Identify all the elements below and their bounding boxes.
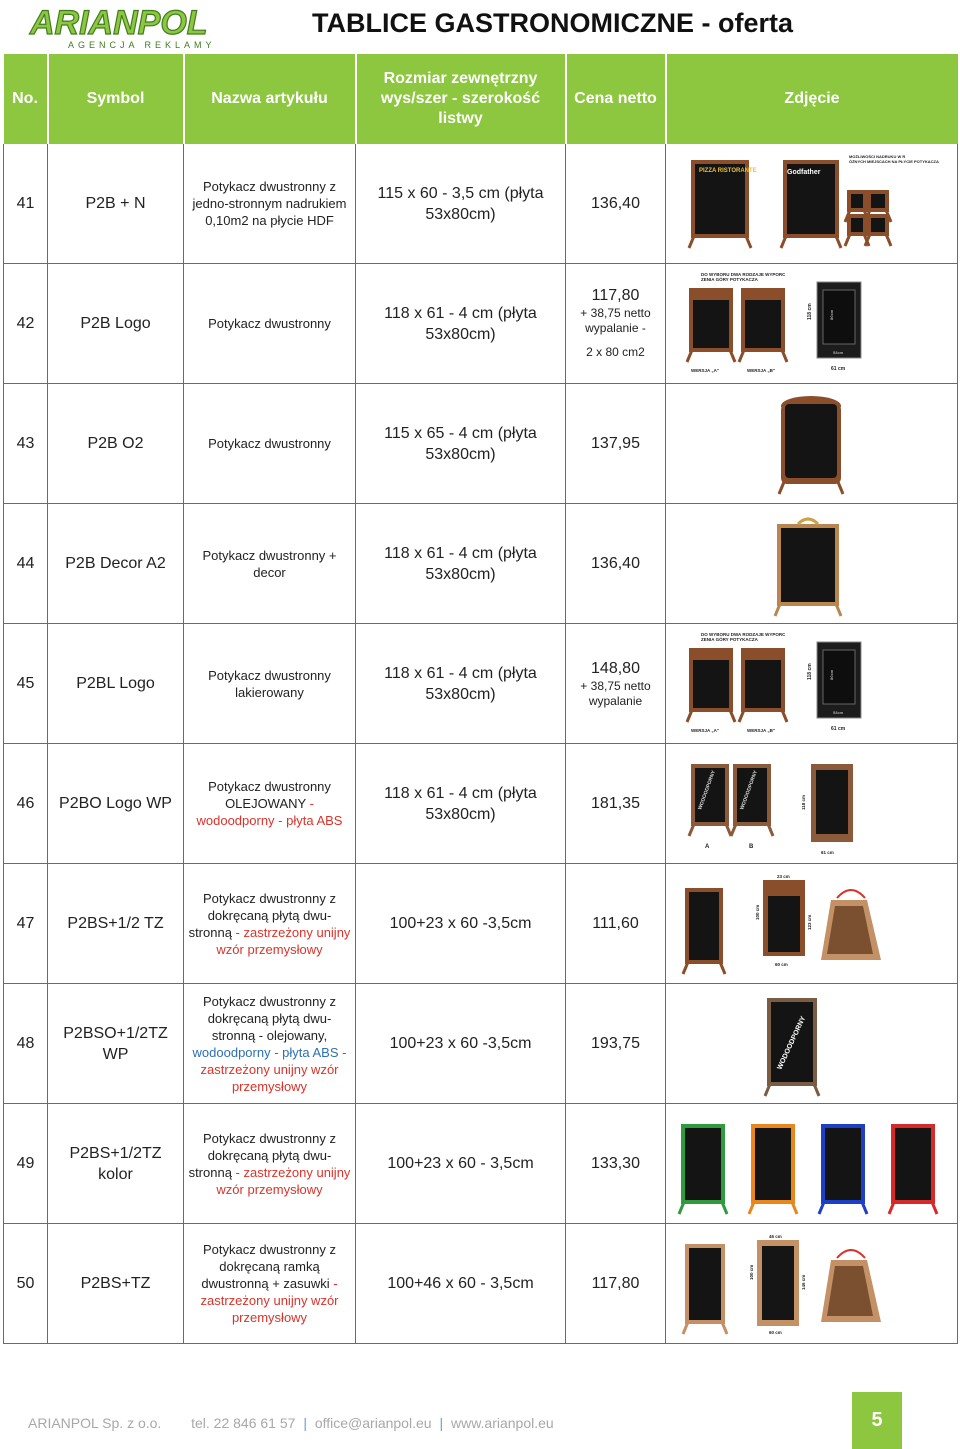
cell-no: 42	[4, 264, 48, 384]
cell-size: 100+46 x 60 - 3,5cm	[356, 1224, 566, 1344]
cell-no: 48	[4, 984, 48, 1104]
price-value: 117,80	[591, 286, 640, 304]
footer-phone: tel. 22 846 61 57	[191, 1415, 296, 1431]
a-board-sign	[739, 648, 787, 722]
product-photo	[671, 630, 953, 738]
footer-separator: |	[303, 1415, 307, 1431]
table-header-row	[4, 54, 958, 144]
name-text: Potykacz dwustronny z dokręcaną płytą dwu-stronną	[188, 1130, 336, 1180]
cell-name	[184, 864, 356, 984]
cell-symbol: P2BO Logo WP	[48, 744, 184, 864]
a-board-sign	[889, 1124, 937, 1214]
name-note-red: - zastrzeżony unijny wzór przemysłowy	[200, 1044, 347, 1094]
a-board-sign	[819, 1124, 867, 1214]
footer	[28, 1415, 554, 1431]
header-symbol: Symbol	[48, 54, 184, 144]
price-extra: + 38,75 netto wypalanie -	[580, 305, 651, 335]
cell-price	[566, 744, 666, 864]
product-photo	[671, 390, 953, 498]
page-number: 5	[852, 1392, 902, 1449]
product-photo	[671, 990, 953, 1098]
photo-caption: DO WYBORU DWA RODZAJE WYPORC	[700, 631, 785, 637]
document-title: TABLICE GASTRONOMICZNE - oferta	[312, 8, 793, 38]
cell-price	[566, 864, 666, 984]
cell-size: 118 x 61 - 4 cm (płyta 53x80cm)	[356, 504, 566, 624]
cell-symbol: P2BSO+1/2TZ WP	[48, 984, 184, 1104]
cell-price	[566, 984, 666, 1104]
cell-no: 41	[4, 144, 48, 264]
cell-photo	[666, 864, 958, 984]
price-value: 117,80	[591, 1275, 640, 1292]
cell-price	[566, 264, 666, 384]
cell-photo	[666, 744, 958, 864]
photo-caption: 100 cm	[754, 904, 760, 920]
price-value: 181,35	[591, 795, 640, 812]
name-note-red: - wodoodporny - płyta ABS	[196, 796, 343, 828]
cell-symbol: P2B O2	[48, 384, 184, 504]
footer-email[interactable]: office@arianpol.eu	[314, 1415, 432, 1431]
cell-name	[184, 744, 356, 864]
cell-size: 115 x 60 - 3,5 cm (płyta 53x80cm)	[356, 144, 566, 264]
header-size: Rozmiar zewnętrzny wys/szer - szerokość listwy	[356, 54, 566, 144]
photo-caption: WERSJA „B"	[746, 727, 775, 733]
table-row	[4, 864, 958, 984]
photo-caption: DO WYBORU DWA RODZAJE WYPORC	[700, 271, 785, 277]
a-board-sign	[865, 214, 891, 246]
cell-no: 46	[4, 744, 48, 864]
photo-caption: 146 cm	[800, 1274, 806, 1290]
a-board-sign	[779, 396, 843, 494]
product-photo	[671, 1230, 953, 1338]
photo-caption: 53cm	[832, 709, 843, 715]
photo-caption: MOŻLIWOŚCI NADRUKU W R	[848, 153, 905, 159]
name-text: Potykacz dwustronny OLEJOWANY	[208, 779, 331, 811]
header-price: Cena netto	[566, 54, 666, 144]
cell-photo	[666, 1104, 958, 1224]
cell-size: 100+23 x 60 -3,5cm	[356, 864, 566, 984]
cell-price	[566, 384, 666, 504]
price-value: 193,75	[591, 1035, 640, 1052]
footer-web[interactable]: www.arianpol.eu	[450, 1415, 554, 1431]
name-text: Potykacz dwustronny z dokręcaną ramką dwustronną + zasuwki	[201, 1242, 336, 1291]
cell-price	[566, 144, 666, 264]
photo-caption: WERSJA „A"	[690, 727, 719, 733]
photo-caption: 46 cm	[768, 1233, 782, 1239]
name-text: Potykacz dwustronny	[208, 316, 331, 331]
cell-symbol: P2B Logo	[48, 264, 184, 384]
price-value: 136,40	[591, 195, 640, 212]
cell-name	[184, 984, 356, 1104]
photo-caption: ZENIA GÓRY POTYKACZA	[700, 276, 758, 282]
cell-size: 118 x 61 - 4 cm (płyta 53x80cm)	[356, 624, 566, 744]
table-row	[4, 744, 958, 864]
cell-symbol: P2B + N	[48, 144, 184, 264]
arianpol-logo	[28, 4, 228, 50]
photo-caption: 80cm	[828, 309, 834, 320]
cell-no: 47	[4, 864, 48, 984]
name-text: Potykacz dwustronny + decor	[202, 547, 337, 580]
cell-no: 44	[4, 504, 48, 624]
cell-size: 100+23 x 60 - 3,5cm	[356, 1104, 566, 1224]
cell-photo	[666, 264, 958, 384]
cell-photo	[666, 984, 958, 1104]
cell-name	[184, 144, 356, 264]
photo-caption: Godfather	[786, 168, 820, 176]
price-value: 136,40	[591, 555, 640, 572]
header-no: No.	[4, 54, 48, 144]
price-extra: + 38,75 netto wypalanie	[580, 679, 651, 708]
a-board-sign	[749, 1124, 797, 1214]
cell-price	[566, 624, 666, 744]
name-text: Potykacz dwustronny z dokręcaną płytą dwu-stronną	[188, 890, 336, 940]
photo-caption: WERSJA „B"	[746, 367, 775, 373]
price-extra-area: 2 x 80 cm2	[586, 344, 645, 359]
table-row	[4, 504, 958, 624]
table-row	[4, 384, 958, 504]
a-board-sign	[683, 888, 725, 974]
cell-no: 50	[4, 1224, 48, 1344]
cell-photo	[666, 384, 958, 504]
photo-caption: WODOODPORNY	[696, 769, 717, 811]
name-text: Potykacz dwustronny z dokręcaną płytą dwu-stronną - olejowany,	[203, 993, 336, 1043]
cell-symbol: P2BS+1/2 TZ	[48, 864, 184, 984]
logo-wordmark: ARIANPOL	[30, 4, 208, 42]
cell-size: 115 x 65 - 4 cm (płyta 53x80cm)	[356, 384, 566, 504]
price-value: 137,95	[591, 435, 640, 452]
name-note-red: - zastrzeżony unijny wzór przemysłowy	[216, 1164, 351, 1197]
cell-symbol: P2BS+TZ	[48, 1224, 184, 1344]
cell-symbol: P2BL Logo	[48, 624, 184, 744]
cell-price	[566, 1224, 666, 1344]
cell-no: 49	[4, 1104, 48, 1224]
cell-size: 118 x 61 - 4 cm (płyta 53x80cm)	[356, 264, 566, 384]
cell-size: 100+23 x 60 -3,5cm	[356, 984, 566, 1104]
price-value: 111,60	[592, 915, 639, 932]
table-row	[4, 1224, 958, 1344]
a-board-sign	[687, 288, 735, 362]
cell-name	[184, 264, 356, 384]
cell-name	[184, 1104, 356, 1224]
price-value: 133,30	[591, 1155, 640, 1172]
footer-company: ARIANPOL Sp. z o.o.	[28, 1415, 162, 1431]
photo-caption: 80cm	[828, 669, 834, 680]
cell-photo	[666, 144, 958, 264]
photo-caption: 118 cm	[806, 662, 813, 680]
cell-symbol: P2BS+1/2TZ kolor	[48, 1104, 184, 1224]
product-photo	[671, 510, 953, 618]
cell-name	[184, 1224, 356, 1344]
table-row	[4, 144, 958, 264]
photo-caption: PIZZA RISTORANTE	[698, 167, 757, 174]
table-row	[4, 1104, 958, 1224]
logo-tagline: AGENCJA REKLAMY	[68, 40, 216, 50]
header-name: Nazwa artykułu	[184, 54, 356, 144]
photo-caption: 60 cm	[774, 961, 788, 967]
cell-photo	[666, 624, 958, 744]
cell-name	[184, 624, 356, 744]
product-photo	[671, 750, 953, 858]
table-row	[4, 264, 958, 384]
name-note-red: - zastrzeżony unijny wzór przemysłowy	[200, 1276, 339, 1325]
header-photo: Zdjęcie	[666, 54, 958, 144]
product-photo	[671, 870, 953, 978]
photo-caption: 61 cm	[830, 365, 845, 372]
photo-caption: WODOODPORNY	[775, 1014, 807, 1071]
a-board-sign	[679, 1124, 727, 1214]
photo-caption: 118 cm	[800, 794, 806, 810]
cell-photo	[666, 1224, 958, 1344]
price-value: 148,80	[591, 660, 640, 677]
photo-caption: WERSJA „A"	[690, 367, 719, 373]
a-board-sign	[687, 648, 735, 722]
footer-separator: |	[439, 1415, 444, 1431]
name-note-blue: wodoodporny - płyta ABS	[192, 1044, 343, 1060]
name-note-red: - zastrzeżony unijny wzór przemysłowy	[216, 924, 351, 957]
product-photo	[671, 270, 953, 378]
cell-no: 45	[4, 624, 48, 744]
cell-price	[566, 504, 666, 624]
photo-caption: B	[748, 843, 753, 850]
photo-caption: 23 cm	[776, 873, 790, 879]
photo-caption: 100 cm	[748, 1264, 754, 1280]
table-row	[4, 984, 958, 1104]
name-text: Potykacz dwustronny	[208, 436, 331, 451]
table-row	[4, 624, 958, 744]
photo-caption: ZENIA GÓRY POTYKACZA	[700, 636, 758, 642]
name-text: Potykacz dwustronny z jedno-stronnym nadrukiem 0,10m2 na płycie HDF	[192, 179, 347, 228]
product-photo	[671, 1110, 953, 1218]
photo-caption: A	[704, 843, 709, 850]
cell-name	[184, 384, 356, 504]
photo-caption: 118 cm	[806, 302, 813, 320]
photo-caption: 123 cm	[806, 914, 812, 930]
photo-caption: 53cm	[832, 349, 843, 355]
photo-caption: 61 cm	[830, 725, 845, 732]
cell-photo	[666, 504, 958, 624]
cell-price	[566, 1104, 666, 1224]
photo-caption: 60 cm	[768, 1329, 782, 1335]
cell-size: 118 x 61 - 4 cm (płyta 53x80cm)	[356, 744, 566, 864]
offer-table	[3, 54, 958, 1344]
a-board-sign	[775, 519, 841, 616]
photo-caption: 61 cm	[820, 849, 834, 855]
cell-name	[184, 504, 356, 624]
a-board-sign	[739, 288, 787, 362]
product-photo	[671, 150, 953, 258]
a-board-sign	[683, 1244, 727, 1334]
name-text: Potykacz dwustronny lakierowany	[208, 667, 331, 700]
photo-caption: WODOODPORNY	[738, 769, 759, 811]
photo-caption: ÓŻNYCH MIEJSCACH NA PŁYCIE POTYKACZA	[848, 158, 939, 164]
cell-no: 43	[4, 384, 48, 504]
cell-symbol: P2B Decor A2	[48, 504, 184, 624]
